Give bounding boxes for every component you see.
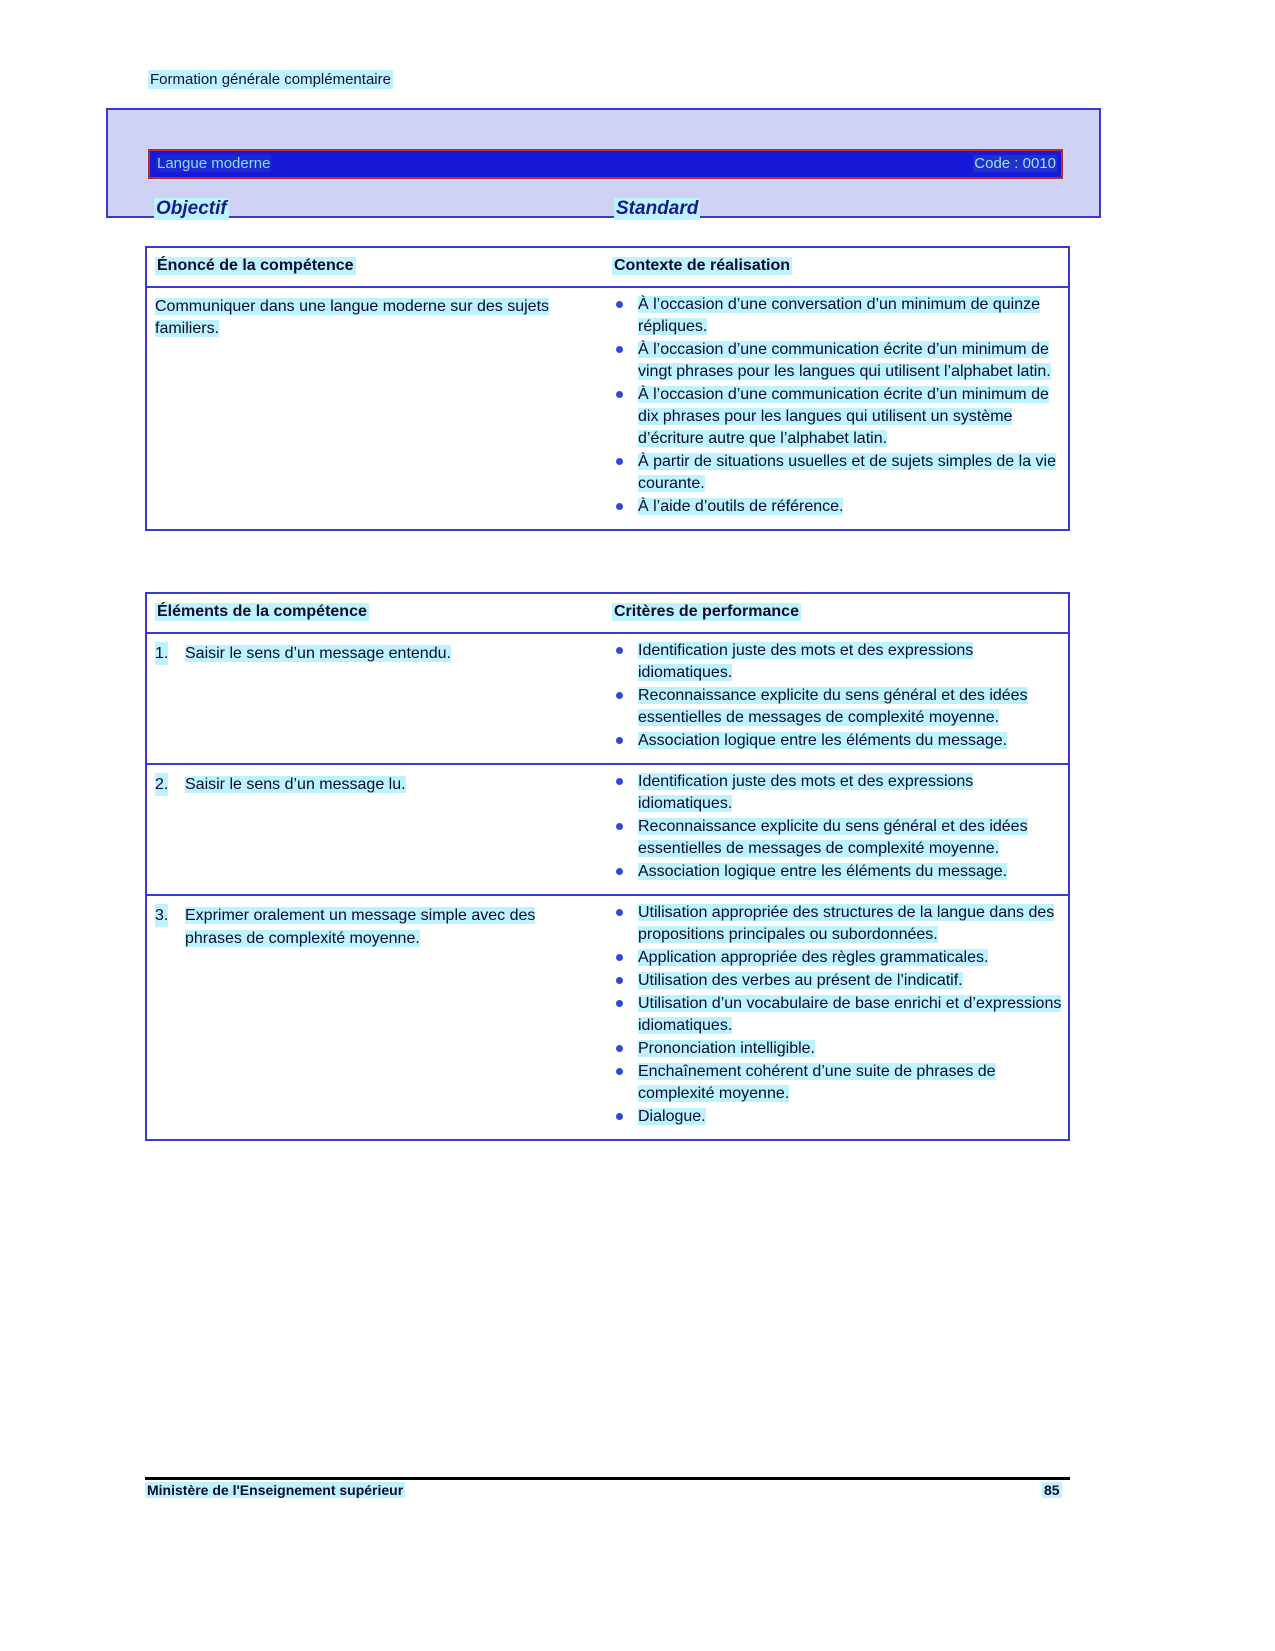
element-number: 3. bbox=[155, 904, 168, 927]
criteria-cell bbox=[612, 634, 1068, 763]
list-item bbox=[612, 970, 1062, 992]
list-item-text: Utilisation appropriée des structures de la langue dans des propositions principales ou subordonnées. bbox=[638, 904, 1055, 943]
list-item bbox=[612, 640, 1062, 684]
list-item bbox=[612, 1038, 1062, 1060]
criteria-cell bbox=[612, 765, 1068, 894]
elements-header-right: Critères de performance bbox=[614, 603, 799, 620]
list-item-text: Enchaînement cohérent d’une suite de phrases de complexité moyenne. bbox=[638, 1063, 996, 1102]
bullet-icon bbox=[616, 868, 623, 875]
list-item bbox=[612, 496, 1062, 518]
element-text: Exprimer oralement un message simple avec des phrases de complexité moyenne. bbox=[185, 907, 536, 947]
elements-table-header bbox=[147, 594, 1068, 634]
element-cell bbox=[155, 904, 595, 950]
standard-label: Standard bbox=[616, 198, 699, 219]
list-item-text: Prononciation intelligible. bbox=[638, 1040, 815, 1057]
bullet-icon bbox=[616, 737, 623, 744]
list-item-text: À l’occasion d’une conversation d’un minimum de quinze répliques. bbox=[638, 296, 1040, 335]
context-list bbox=[612, 294, 1062, 518]
element-cell bbox=[155, 773, 595, 796]
elements-rows bbox=[147, 634, 1068, 1139]
bullet-icon bbox=[616, 954, 623, 961]
footer-page-number: 85 bbox=[1044, 1482, 1060, 1498]
bullet-icon bbox=[616, 301, 623, 308]
bullet-icon bbox=[616, 458, 623, 465]
list-item-text: Reconnaissance explicite du sens général et des idées essentielles de messages de complexité moyenne. bbox=[638, 818, 1028, 857]
elements-header-left: Éléments de la compétence bbox=[157, 603, 367, 620]
footer-divider bbox=[145, 1477, 1070, 1480]
bullet-icon bbox=[616, 1113, 623, 1120]
table-row bbox=[147, 288, 1068, 529]
course-title-bar bbox=[148, 149, 1063, 179]
list-item-text: À l’occasion d’une communication écrite d’un minimum de dix phrases pour les langues qui utilisent un système d’écriture autre que l’alphabet latin. bbox=[638, 386, 1049, 447]
course-code: Code : 0010 bbox=[974, 155, 1056, 172]
list-item bbox=[612, 384, 1062, 450]
criteria-list bbox=[612, 771, 1062, 883]
element-cell bbox=[155, 642, 595, 665]
table-row bbox=[147, 896, 1068, 1139]
list-item bbox=[612, 339, 1062, 383]
list-item bbox=[612, 771, 1062, 815]
list-item-text: Application appropriée des règles grammaticales. bbox=[638, 949, 989, 966]
list-item-text: Identification juste des mots et des expressions idiomatiques. bbox=[638, 642, 974, 681]
bullet-icon bbox=[616, 692, 623, 699]
course-name: Langue moderne bbox=[157, 155, 271, 172]
table-row bbox=[147, 634, 1068, 765]
list-item-text: Association logique entre les éléments du message. bbox=[638, 732, 1008, 749]
list-item bbox=[612, 451, 1062, 495]
bullet-icon bbox=[616, 823, 623, 830]
footer-ministry: Ministère de l'Enseignement supérieur bbox=[147, 1482, 404, 1498]
list-item bbox=[612, 685, 1062, 729]
bullet-icon bbox=[616, 391, 623, 398]
course-title-block bbox=[106, 108, 1101, 218]
element-text: Saisir le sens d’un message entendu. bbox=[185, 645, 451, 662]
bullet-icon bbox=[616, 909, 623, 916]
competence-header-right: Contexte de réalisation bbox=[614, 257, 791, 274]
table-row bbox=[147, 765, 1068, 896]
list-item bbox=[612, 1061, 1062, 1105]
list-item-text: Identification juste des mots et des expressions idiomatiques. bbox=[638, 773, 974, 812]
bullet-icon bbox=[616, 647, 623, 654]
list-item-text: Association logique entre les éléments du message. bbox=[638, 863, 1008, 880]
list-item-text: À l’occasion d’une communication écrite d’un minimum de vingt phrases pour les langues qui utilisent l’alphabet latin. bbox=[638, 341, 1051, 380]
criteria-list bbox=[612, 640, 1062, 752]
bullet-icon bbox=[616, 977, 623, 984]
competence-statement-cell bbox=[155, 296, 595, 340]
competence-context-cell bbox=[612, 288, 1068, 529]
list-item bbox=[612, 1106, 1062, 1128]
element-text: Saisir le sens d’un message lu. bbox=[185, 776, 406, 793]
list-item bbox=[612, 294, 1062, 338]
list-item bbox=[612, 993, 1062, 1037]
competence-table bbox=[145, 246, 1070, 531]
bullet-icon bbox=[616, 1045, 623, 1052]
objectif-label: Objectif bbox=[156, 198, 227, 219]
element-number: 1. bbox=[155, 642, 168, 665]
list-item-text: Dialogue. bbox=[638, 1108, 706, 1125]
bullet-icon bbox=[616, 778, 623, 785]
list-item-text: À partir de situations usuelles et de sujets simples de la vie courante. bbox=[638, 453, 1056, 492]
bullet-icon bbox=[616, 1000, 623, 1007]
list-item bbox=[612, 947, 1062, 969]
list-item bbox=[612, 861, 1062, 883]
list-item-text: Utilisation d’un vocabulaire de base enrichi et d’expressions idiomatiques. bbox=[638, 995, 1062, 1034]
bullet-icon bbox=[616, 346, 623, 353]
element-number: 2. bbox=[155, 773, 168, 796]
list-item-text: Reconnaissance explicite du sens général et des idées essentielles de messages de complexité moyenne. bbox=[638, 687, 1028, 726]
bullet-icon bbox=[616, 503, 623, 510]
list-item bbox=[612, 816, 1062, 860]
competence-table-header bbox=[147, 248, 1068, 288]
criteria-cell bbox=[612, 896, 1068, 1139]
list-item bbox=[612, 730, 1062, 752]
list-item-text: À l’aide d’outils de référence. bbox=[638, 498, 844, 515]
criteria-list bbox=[612, 902, 1062, 1128]
elements-table bbox=[145, 592, 1070, 1141]
competence-statement: Communiquer dans une langue moderne sur des sujets familiers. bbox=[155, 298, 550, 337]
bullet-icon bbox=[616, 1068, 623, 1075]
list-item bbox=[612, 902, 1062, 946]
competence-header-left: Énoncé de la compétence bbox=[157, 257, 354, 274]
list-item-text: Utilisation des verbes au présent de l’indicatif. bbox=[638, 972, 963, 989]
running-header: Formation générale complémentaire bbox=[150, 71, 391, 88]
